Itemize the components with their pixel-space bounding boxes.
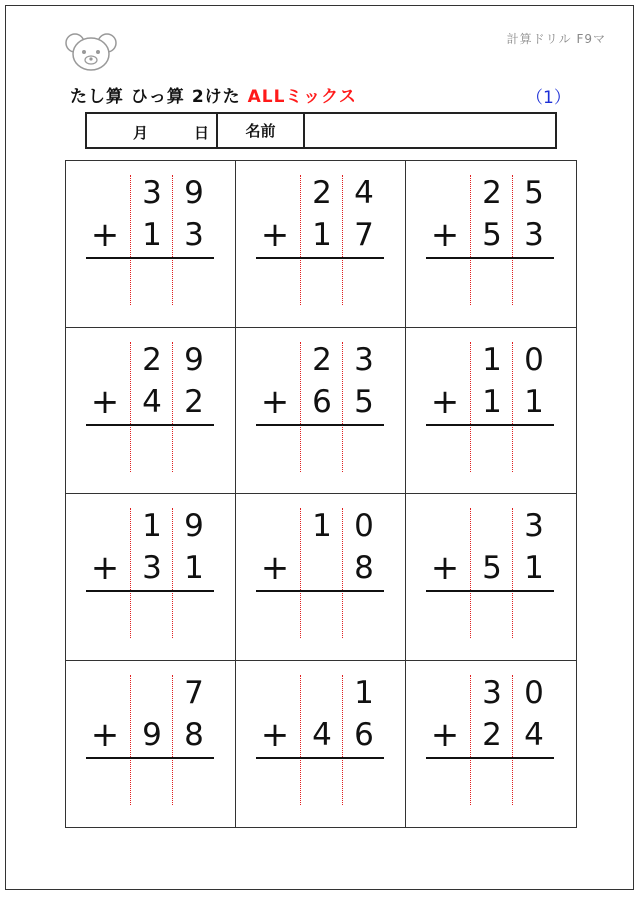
- name-field[interactable]: [305, 114, 555, 147]
- guide-line: [342, 175, 343, 305]
- top-ones-digit: 9: [184, 175, 204, 211]
- top-tens-digit: 2: [482, 175, 502, 211]
- answer-line: [426, 424, 554, 426]
- bottom-tens-digit: 4: [312, 716, 332, 753]
- guide-line: [172, 342, 173, 472]
- guide-line: [342, 342, 343, 472]
- top-ones-digit: 1: [354, 674, 374, 711]
- problem-cell: [66, 494, 236, 661]
- top-ones-digit: 9: [184, 341, 204, 378]
- top-tens-digit: 3: [482, 674, 502, 711]
- bottom-ones-digit: 5: [354, 383, 374, 420]
- problem-cell: [406, 161, 576, 328]
- guide-line: [172, 675, 173, 805]
- guide-line: [512, 675, 513, 805]
- answer-line: [256, 424, 384, 426]
- guide-line: [172, 175, 173, 305]
- top-ones-digit: 0: [524, 674, 544, 711]
- guide-line: [512, 508, 513, 638]
- top-ones-digit: 7: [184, 674, 204, 711]
- bear-logo-icon: [64, 32, 118, 72]
- worksheet-page: [5, 5, 634, 890]
- day-label: 日: [194, 124, 210, 142]
- bottom-tens-digit: 3: [142, 550, 162, 586]
- top-ones-digit: 3: [524, 508, 544, 544]
- answer-line: [426, 757, 554, 759]
- bottom-ones-digit: 3: [184, 217, 204, 253]
- problem-grid: [65, 160, 577, 828]
- answer-line: [86, 424, 214, 426]
- answer-line: [256, 757, 384, 759]
- bottom-ones-digit: 7: [354, 217, 374, 253]
- title-main: たし算 ひっ算 2けた: [70, 87, 248, 107]
- guide-line: [130, 175, 131, 305]
- plus-sign: +: [260, 548, 290, 588]
- guide-line: [342, 675, 343, 805]
- guide-line: [300, 508, 301, 638]
- bottom-ones-digit: 4: [524, 716, 544, 753]
- top-ones-digit: 5: [524, 175, 544, 211]
- plus-sign: +: [90, 381, 120, 422]
- guide-line: [512, 175, 513, 305]
- plus-sign: +: [430, 215, 460, 255]
- bottom-tens-digit: 1: [142, 217, 162, 253]
- guide-line: [342, 508, 343, 638]
- top-ones-digit: 0: [524, 341, 544, 378]
- problem-cell: [406, 328, 576, 495]
- guide-line: [512, 342, 513, 472]
- top-tens-digit: 2: [142, 341, 162, 378]
- problem-cell: [406, 494, 576, 661]
- guide-line: [470, 675, 471, 805]
- top-tens-digit: 1: [312, 508, 332, 544]
- guide-line: [300, 175, 301, 305]
- problem-cell: [236, 328, 406, 495]
- plus-sign: +: [90, 714, 120, 755]
- bottom-ones-digit: 3: [524, 217, 544, 253]
- bottom-ones-digit: 1: [184, 550, 204, 586]
- bottom-tens-digit: 6: [312, 383, 332, 420]
- problem-cell: [66, 161, 236, 328]
- worksheet-title: [70, 82, 357, 107]
- bottom-ones-digit: 1: [524, 383, 544, 420]
- brand-label: 計算ドリル F9マ: [506, 32, 606, 46]
- top-ones-digit: 4: [354, 175, 374, 211]
- bottom-tens-digit: 1: [482, 383, 502, 420]
- top-tens-digit: 3: [142, 175, 162, 211]
- plus-sign: +: [430, 381, 460, 422]
- guide-line: [130, 675, 131, 805]
- plus-sign: +: [430, 714, 460, 755]
- title-accent: ALLミックス: [247, 87, 357, 107]
- problem-cell: [236, 161, 406, 328]
- top-ones-digit: 0: [354, 508, 374, 544]
- bottom-ones-digit: 8: [184, 716, 204, 753]
- top-tens-digit: 1: [142, 508, 162, 544]
- bottom-ones-digit: 2: [184, 383, 204, 420]
- top-tens-digit: 1: [482, 341, 502, 378]
- answer-line: [86, 590, 214, 592]
- plus-sign: +: [90, 548, 120, 588]
- date-field[interactable]: [87, 114, 218, 147]
- plus-sign: +: [430, 548, 460, 588]
- top-tens-digit: 2: [312, 341, 332, 378]
- answer-line: [86, 257, 214, 259]
- answer-line: [86, 757, 214, 759]
- name-label: 名前: [218, 114, 305, 147]
- bottom-tens-digit: 4: [142, 383, 162, 420]
- month-label: 月: [133, 124, 149, 142]
- guide-line: [300, 675, 301, 805]
- guide-line: [470, 342, 471, 472]
- plus-sign: +: [260, 714, 290, 755]
- plus-sign: +: [260, 215, 290, 255]
- bottom-tens-digit: 5: [482, 550, 502, 586]
- guide-line: [470, 175, 471, 305]
- problem-cell: [406, 661, 576, 828]
- bottom-tens-digit: 5: [482, 217, 502, 253]
- bottom-ones-digit: 8: [354, 550, 374, 586]
- top-ones-digit: 9: [184, 508, 204, 544]
- problem-cell: [236, 661, 406, 828]
- plus-sign: +: [90, 215, 120, 255]
- guide-line: [470, 508, 471, 638]
- name-date-box: [85, 112, 557, 149]
- answer-line: [256, 257, 384, 259]
- bottom-tens-digit: 2: [482, 716, 502, 753]
- answer-line: [256, 590, 384, 592]
- answer-line: [426, 590, 554, 592]
- plus-sign: +: [260, 381, 290, 422]
- guide-line: [130, 508, 131, 638]
- guide-line: [130, 342, 131, 472]
- problem-cell: [236, 494, 406, 661]
- sheet-number: （1）: [526, 88, 571, 108]
- guide-line: [300, 342, 301, 472]
- bottom-tens-digit: 1: [312, 217, 332, 253]
- bottom-ones-digit: 1: [524, 550, 544, 586]
- top-tens-digit: 2: [312, 175, 332, 211]
- guide-line: [172, 508, 173, 638]
- answer-line: [426, 257, 554, 259]
- problem-cell: [66, 328, 236, 495]
- problem-cell: [66, 661, 236, 828]
- bottom-tens-digit: 9: [142, 716, 162, 753]
- top-ones-digit: 3: [354, 341, 374, 378]
- bottom-ones-digit: 6: [354, 716, 374, 753]
